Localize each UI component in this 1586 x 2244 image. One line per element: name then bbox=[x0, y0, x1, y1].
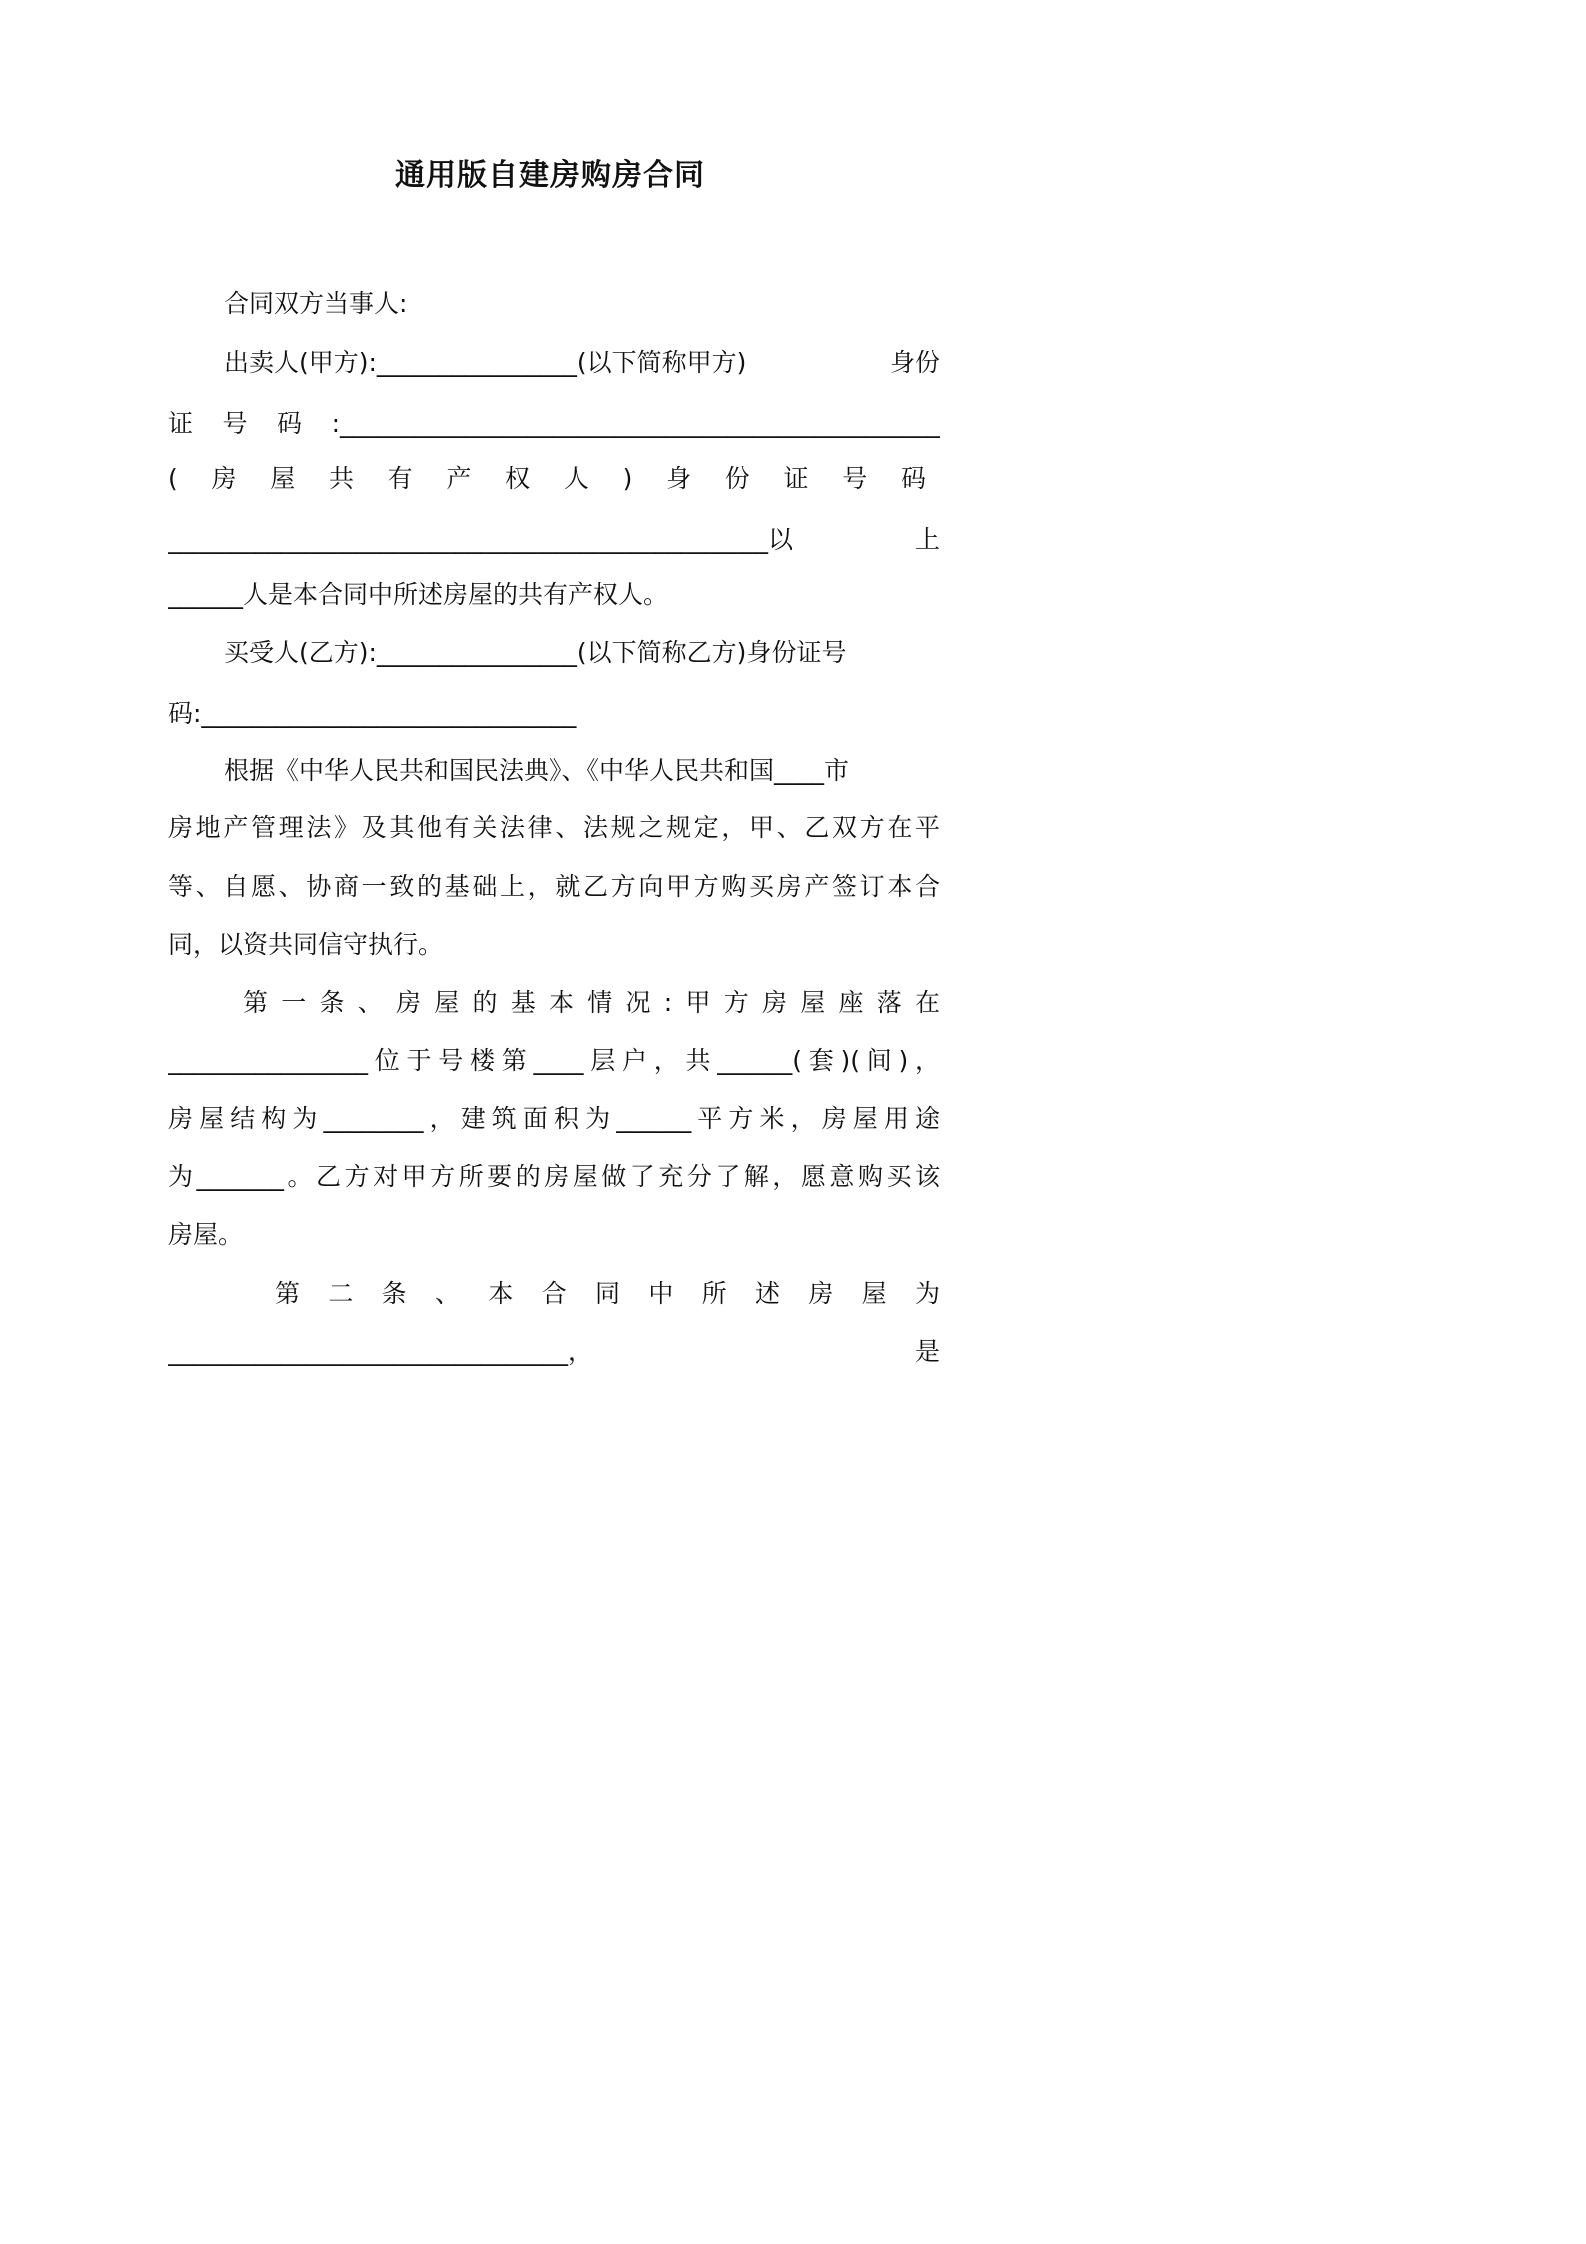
co-owner-line: (房屋共有产权人)身份证号码 bbox=[168, 464, 940, 493]
parties-heading: 合同双方当事人: bbox=[224, 289, 408, 318]
buyer-line: 买受人(乙方):________________(以下简称乙方)身份证号 bbox=[224, 638, 847, 667]
document-page bbox=[0, 0, 1100, 1556]
article-1-line-3: 房屋结构为________，建筑面积为______平方米，房屋用途 bbox=[168, 1104, 940, 1133]
article-2-blank: ________________________________， bbox=[168, 1337, 594, 1366]
co-owner-id-end: 上 bbox=[914, 525, 940, 554]
seller-id-label: 身份 bbox=[889, 348, 940, 377]
basis-line-2: 房地产管理法》及其他有关法律、法规之规定，甲、乙双方在平 bbox=[168, 813, 940, 842]
article-2-heading: 第二条、本合同中所述房屋为 bbox=[275, 1279, 940, 1308]
basis-line-4: 同，以资共同信守执行。 bbox=[168, 930, 444, 959]
article-1-line-4: 为_______。乙方对甲方所要的房屋做了充分了解，愿意购买该 bbox=[168, 1162, 940, 1191]
article-1-line-5: 房屋。 bbox=[168, 1220, 244, 1249]
article-1-line-2: ________________位于号楼第____层户，共______(套)(间)， bbox=[168, 1046, 940, 1075]
co-owner-count-line: ______人是本合同中所述房屋的共有产权人。 bbox=[168, 580, 669, 609]
seller-id-line: 证号码:________________________________________________ bbox=[168, 409, 940, 438]
seller-line bbox=[224, 346, 940, 380]
basis-line-1: 根据《中华人民共和国民法典》、《中华人民共和国____市 bbox=[224, 756, 850, 785]
article-2-end: 是 bbox=[914, 1337, 940, 1366]
document-title: 通用版自建房购房合同 bbox=[395, 158, 705, 193]
co-owner-id-text: ________________________________________________以 bbox=[168, 525, 794, 554]
seller-text: 出卖人(甲方):________________(以下简称甲方) bbox=[224, 348, 747, 377]
co-owner-id-line bbox=[168, 523, 940, 557]
article-1-heading: 第一条、房屋的基本情况:甲方房屋座落在 bbox=[243, 988, 940, 1017]
article-2-line-2 bbox=[168, 1335, 940, 1369]
buyer-id-line: 码:______________________________ bbox=[168, 699, 577, 728]
basis-line-3: 等、自愿、协商一致的基础上，就乙方向甲方购买房产签订本合 bbox=[168, 872, 940, 901]
